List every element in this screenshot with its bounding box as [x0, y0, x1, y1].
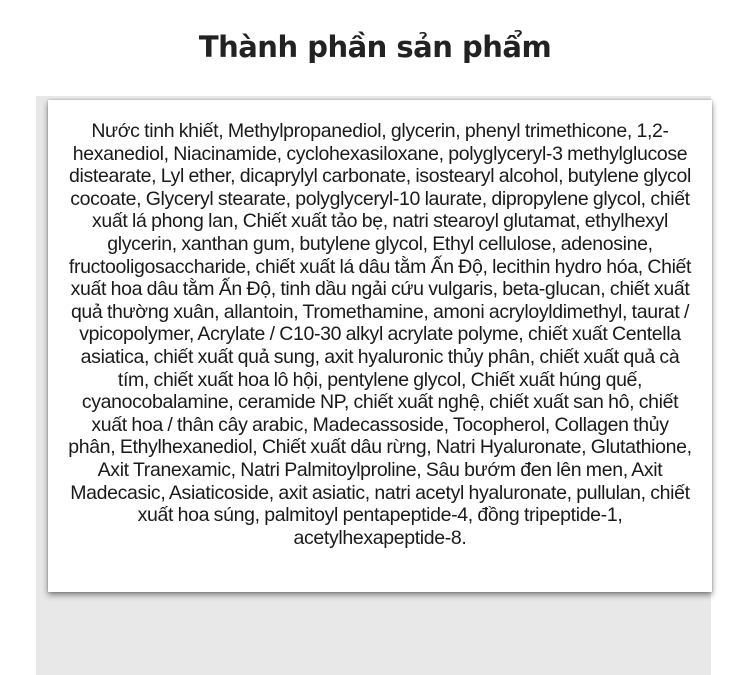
page-title: Thành phần sản phẩm [198, 30, 552, 64]
ingredients-card [48, 100, 712, 592]
ingredients-list-text: Nước tinh khiết, Methylpropanediol, glycerin, phenyl trimethicone, 1,2-hexanediol, Niacinamide, cyclohexasiloxane, polyglyceryl-3 methylglucose distearate, Lyl ether, dicaprylyl carbonate, isostearyl alcohol, butylene glycol cocoate, Glyceryl stearate, polyglyceryl-10 laurate, dipropylene glycol, chiết xuất lá phong lan, Chiết xuất tảo bẹ, natri stearoyl glutamat, ethylhexyl glycerin, xanthan gum, butylene glycol, Ethyl cellulose, adenosine, fructooligosaccharide, chiết xuất lá dâu tằm Ấn Độ, lecithin hydro hóa, Chiết xuất hoa dâu tằm Ấn Độ, tinh dầu ngải cứu vulgaris, beta-glucan, chiết xuất quả thường xuân, allantoin, Tromethamine, amoni acryloyldimethyl, taurat / vpicopolymer, Acrylate / C10-30 alkyl acrylate polyme, chiết xuất Centella asiatica, chiết xuất quả sung, axit hyaluronic thủy phân, chiết xuất quả cà tím, chiết xuất hoa lô hội, pentylene glycol, Chiết xuất húng quế, cyanocobalamine, ceramide NP, chiết xuất nghệ, chiết xuất san hô, chiết xuất hoa / thân cây arabic, Madecassoside, Tocopherol, Collagen thủy phân, Ethylhexanediol, Chiết xuất dâu rừng, Natri Hyaluronate, Glutathione, Axit Tranexamic, Natri Palmitoylproline, Sâu bướm đen lên men, Axit Madecasic, Asiaticoside, axit asiatic, natri acetyl hyaluronate, pullulan, chiết xuất hoa súng, palmitoyl pentapeptide-4, đồng tripeptide-1, acetylhexapeptide-8. [68, 120, 692, 549]
